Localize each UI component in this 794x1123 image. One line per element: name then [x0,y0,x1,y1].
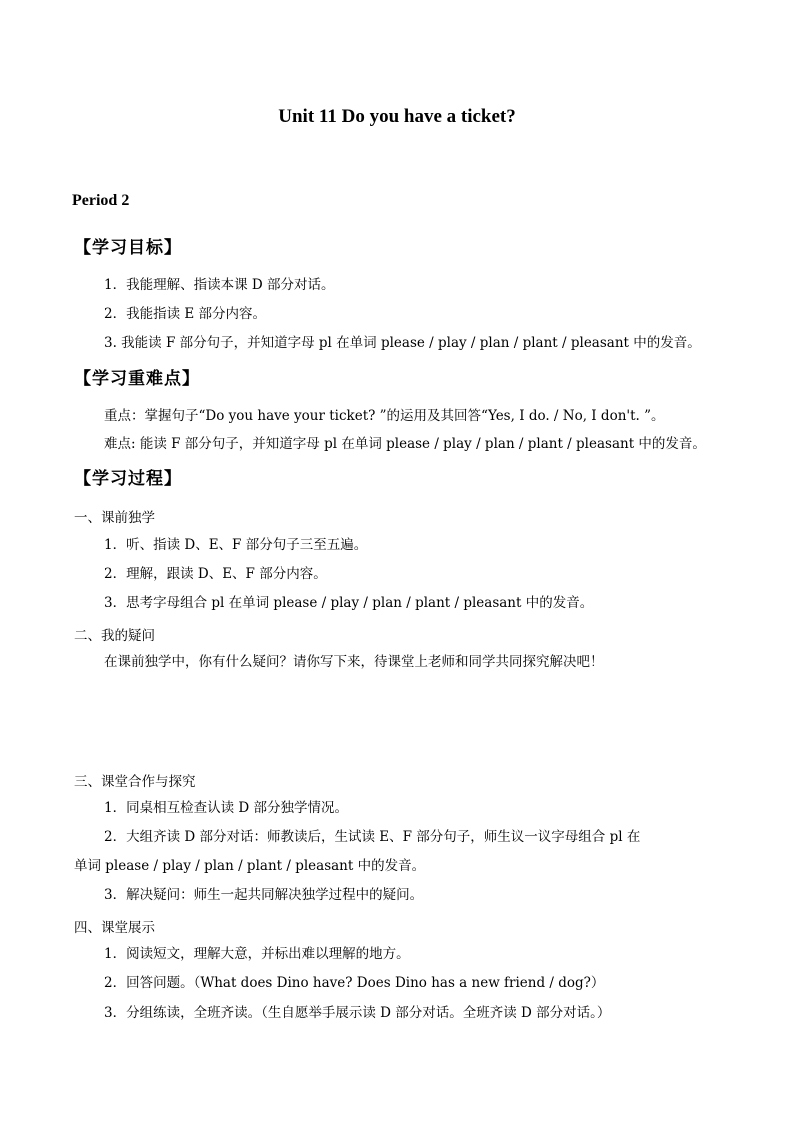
section3-item: 2．大组齐读 D 部分对话：师教读后，生试读 E、F 部分句子，师生议一议字母组合 pl 在 [104,829,641,845]
section3-item: 3．解决疑问：师生一起共同解决独学过程中的疑问。 [104,887,424,903]
process-heading: 【学习过程】 [74,469,182,489]
section-title: 四、课堂展示 [74,920,155,936]
section1-item: 1．听、指读 D、E、F 部分句子三至五遍。 [104,537,368,553]
goal-item: 1．我能理解、指读本课 D 部分对话。 [104,277,335,293]
section-title: 二、我的疑问 [74,628,155,644]
keypoint-item: 重点：掌握句子“Do you have your ticket? ”的运用及其回答“Yes, I do. / No, I don't. ”。 [104,408,665,424]
period-label: Period 2 [72,192,130,209]
section-title: 一、课前独学 [74,510,155,526]
section3-item-continued: 单词 please / play / plan / plant / pleasant 中的发音。 [74,858,426,874]
section-title: 三、课堂合作与探究 [74,774,196,790]
goal-item: 2．我能指读 E 部分内容。 [104,306,267,322]
section1-item: 3．思考字母组合 pl 在单词 please / play / plan / plant / pleasant 中的发音。 [104,595,594,611]
keypoint-item: 难点: 能读 F 部分句子，并知道字母 pl 在单词 please / play / plan / plant / pleasant 中的发音。 [104,436,706,452]
section2-text: 在课前独学中，你有什么疑问？请你写下来，待课堂上老师和同学共同探究解决吧！ [104,654,604,670]
section4-item: 1．阅读短文，理解大意，并标出难以理解的地方。 [104,946,410,962]
goal-item: 3. 我能读 F 部分句子，并知道字母 pl 在单词 please / play / plan / plant / pleasant 中的发音。 [104,335,701,351]
section1-item: 2．理解，跟读 D、E、F 部分内容。 [104,566,327,582]
section4-item: 2．回答问题。（What does Dino have? Does Dino has a new friend / dog?） [104,975,605,991]
goals-heading: 【学习目标】 [74,238,182,258]
document-title: Unit 11 Do you have a ticket? [278,106,516,127]
section3-item: 1．同桌相互检查认读 D 部分独学情况。 [104,800,348,816]
keypoints-heading: 【学习重难点】 [74,369,200,389]
section4-item: 3．分组练读，全班齐读。（生自愿举手展示读 D 部分对话。全班齐读 D 部分对话。） [104,1005,611,1021]
